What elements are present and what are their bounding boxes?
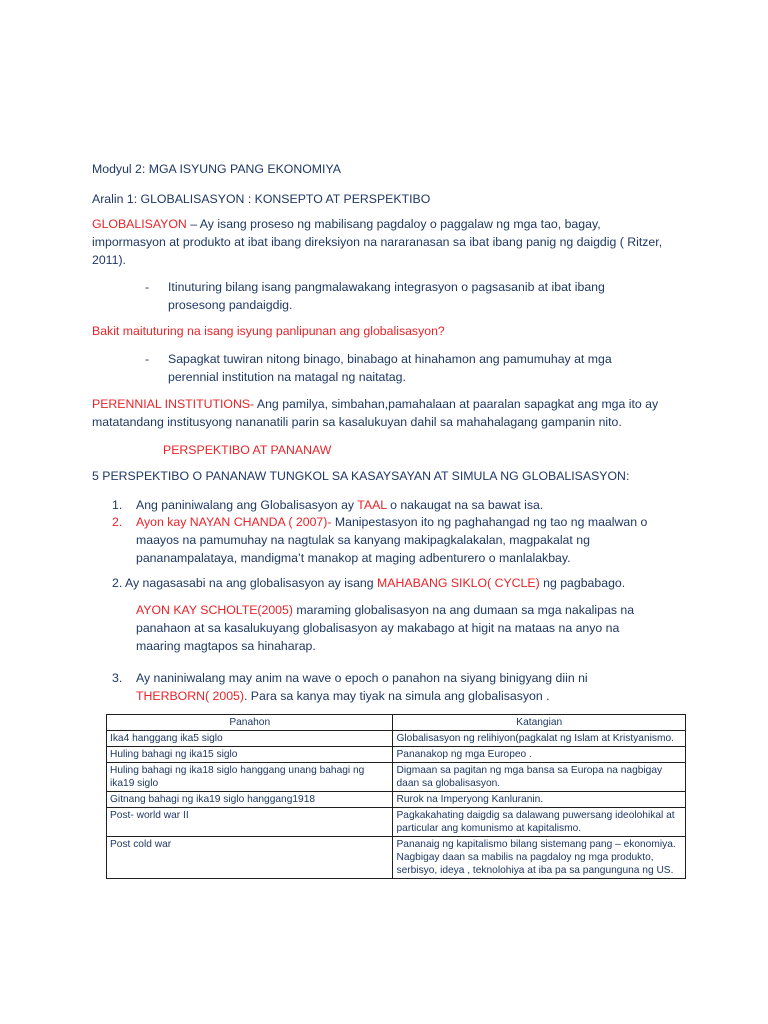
scholte-highlight: AYON KAY SCHOLTE(2005) (136, 603, 293, 617)
table-cell-katangian: Globalisasyon ng relihiyon(pagkalat ng Islam at Kristyanismo. (393, 731, 686, 747)
item-3-line-1: Ay naniniwalang may anim na wave o epoch o panahon na siyang binigyang diin ni (136, 671, 588, 685)
perennial-line-2: matatandang institusyong nananatili parin sa kasalukuyan dahil sa mahahalagang gampanin nito. (92, 415, 622, 429)
item-2b-text: 2. Ay nagasasabi na ang globalisasyon ay isang (112, 576, 378, 590)
table-cell-panahon: Post- world war II (107, 808, 393, 837)
perennial-paragraph (92, 395, 712, 431)
lesson-title: Aralin 1: GLOBALISASYON : KONSEPTO AT PERSPEKTIBO (92, 192, 431, 206)
item-2-line-2: maayos na pamumuhay na nagtulak sa kanyang makipagkalakalan, magpakalat ng (136, 533, 590, 547)
bullet-2-line-2: perennial institution na matagal ng naitatag. (168, 370, 406, 384)
item-3 (136, 669, 696, 705)
column-header-panahon: Panahon (107, 715, 393, 731)
item-2-highlight: Ayon kay NAYAN CHANDA ( 2007)- (136, 515, 332, 529)
scholte-paragraph (136, 601, 696, 655)
table-cell-katangian: Rurok na Imperyong Kanluranin. (393, 792, 686, 808)
item-3-number: 3. (112, 671, 123, 685)
table-cell-katangian: Pananakop ng mga Europeo . (393, 747, 686, 763)
definition-line-1: – Ay isang proseso ng mabilisang pagdaloy o paggalaw ng mga tao, bagay, (186, 217, 601, 231)
scholte-line-1: maraming globalisasyon na ang dumaan sa mga nakalipas na (292, 603, 635, 617)
table-cell-katangian: Digmaan sa pagitan ng mga bansa sa Europa na nagbigay daan sa globalisasyon. (393, 763, 686, 792)
bullet-1-marker: - (145, 280, 150, 294)
item-2b-highlight: MAHABANG SIKLO( CYCLE) (377, 576, 540, 590)
table-cell-panahon: Huling bahagi ng ika18 siglo hanggang unang bahagi ng ika19 siglo (107, 763, 393, 792)
module-title: Modyul 2: MGA ISYUNG PANG EKONOMIYA (92, 162, 341, 176)
table-row (107, 731, 686, 747)
table-row (107, 763, 686, 792)
table-cell-panahon: Huling bahagi ng ika15 siglo (107, 747, 393, 763)
table-cell-katangian: Pananaig ng kapitalismo bilang sistemang pang – ekonomiya. Nagbigay daan sa mabilis na pagdaloy ng mga produkto, serbisyo, ideya , teknolohiya at iba pa sa pangunguna ng US. (393, 837, 686, 879)
item-3-highlight: THERBORN( 2005) (136, 689, 244, 703)
item-2 (136, 513, 716, 567)
item-2b-text-end: ng pagbabago. (539, 576, 626, 590)
table-cell-panahon: Post cold war (107, 837, 393, 879)
table-row (107, 808, 686, 837)
section-heading: 5 PERSPEKTIBO O PANANAW TUNGKOL SA KASAYSAYAN AT SIMULA NG GLOBALISASYON: (92, 469, 630, 483)
definition-term: GLOBALISAYON (92, 217, 187, 231)
bullet-1-line-2: prosesong pandaigdig. (168, 298, 293, 312)
table-cell-panahon: Ika4 hanggang ika5 siglo (107, 731, 393, 747)
item-2b (112, 574, 625, 592)
scholte-line-2: panahaon at sa kasalukuyang globalisasyon ay makabago at higit na mataas na anyo na (136, 621, 620, 635)
table-header-row (107, 715, 686, 731)
table-row (107, 837, 686, 879)
item-1-number: 1. (112, 498, 123, 512)
table-row (107, 792, 686, 808)
item-1-highlight: TAAL (357, 498, 387, 512)
item-1 (136, 496, 543, 514)
globalization-waves-table (106, 714, 686, 879)
item-2-number: 2. (112, 515, 123, 529)
item-1-text-end: o nakaugat na sa bawat isa. (386, 498, 544, 512)
scholte-line-3: maaring magtapos sa hinaharap. (136, 639, 316, 653)
definition-paragraph (92, 215, 712, 269)
bullet-2 (168, 350, 708, 386)
item-2-line-1: Manipestasyon ito ng paghahangad ng tao ng maalwan o (331, 515, 648, 529)
item-2-line-3: pananampalataya, mandigma’t manakop at maging adbenturero o manlalakbay. (136, 551, 571, 565)
table-cell-panahon: Gitnang bahagi ng ika19 siglo hanggang1918 (107, 792, 393, 808)
item-1-text: Ang paniniwalang ang Globalisasyon ay (136, 498, 358, 512)
bullet-1-line-1: Itinuturing bilang isang pangmalawakang integrasyon o pagsasanib at ibat ibang (168, 280, 605, 294)
subheading: PERSPEKTIBO AT PANANAW (163, 443, 332, 457)
column-header-katangian: Katangian (393, 715, 686, 731)
bullet-1 (168, 278, 708, 314)
table-cell-katangian: Pagkakahating daigdig sa dalawang puwersang ideolohikal at particular ang komunismo at kapitalismo. (393, 808, 686, 837)
question-heading: Bakit maituturing na isang isyung panlipunan ang globalisasyon? (92, 324, 445, 338)
perennial-term: PERENNIAL INSTITUTIONS- (92, 397, 255, 411)
table-row (107, 747, 686, 763)
definition-line-2: impormasyon at produkto at ibat ibang direksiyon na nararanasan sa ibat ibang panig ng daigdig ( Ritzer, (92, 235, 663, 249)
bullet-2-line-1: Sapagkat tuwiran nitong binago, binabago at hinahamon ang pamumuhay at mga (168, 352, 612, 366)
bullet-2-marker: - (145, 352, 150, 366)
item-3-line-2: . Para sa kanya may tiyak na simula ang globalisasyon . (243, 689, 550, 703)
definition-line-3: 2011). (92, 253, 126, 267)
perennial-line-1: Ang pamilya, simbahan,pamahalaan at paaralan sapagkat ang mga ito ay (254, 397, 659, 411)
